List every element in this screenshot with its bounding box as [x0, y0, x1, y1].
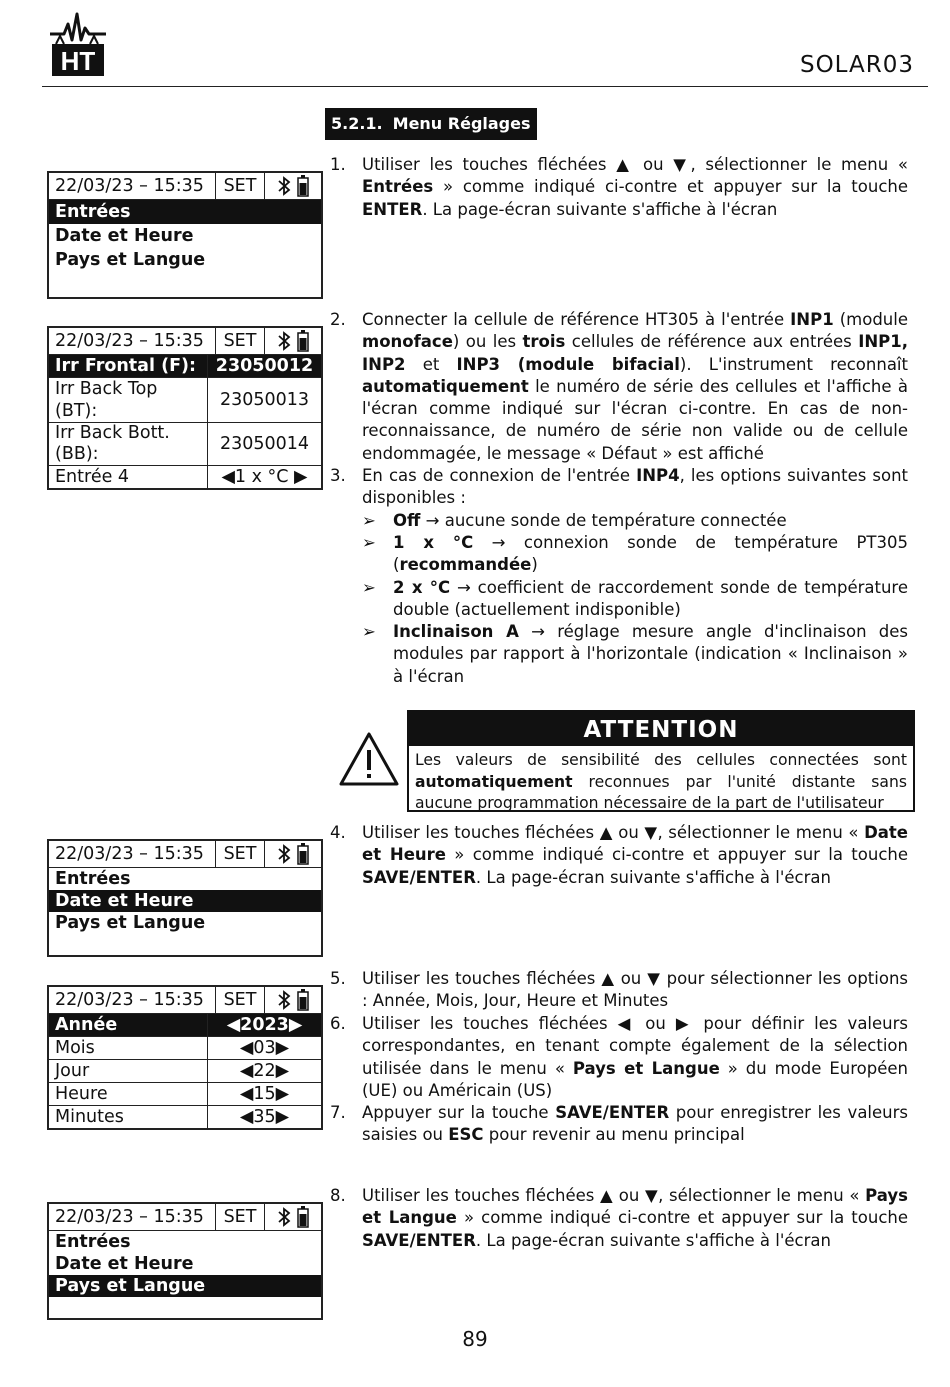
bluetooth-icon — [277, 1207, 291, 1227]
document-title: SOLAR03 — [799, 52, 914, 78]
page-number: 89 — [462, 1327, 488, 1351]
field-value: ◀03▶ — [208, 1037, 322, 1060]
table-row — [49, 1083, 321, 1106]
logo-text: HT — [60, 46, 96, 76]
instruction-step-8 — [330, 1185, 908, 1252]
lcd-menu-item: Entrées — [55, 869, 131, 889]
lcd-menu-item: Entrées — [55, 1232, 131, 1252]
step-number: 2. — [330, 310, 346, 329]
lcd-datetime: 22/03/23 – 15:35 — [49, 173, 216, 199]
bluetooth-icon — [277, 176, 291, 196]
table-row — [49, 378, 321, 423]
bullet-arrow-icon: ➢ — [362, 622, 376, 641]
input-value: 23050014 — [208, 423, 322, 466]
option-bullet: ➢ Off → aucune sonde de température connectée — [362, 510, 908, 532]
bluetooth-icon — [277, 844, 291, 864]
input-value: ◀1 x °C ▶ — [221, 467, 308, 487]
lcd-inputs-screen — [47, 326, 323, 490]
field-value: ◀22▶ — [208, 1060, 322, 1083]
field-value: ◀15▶ — [208, 1083, 322, 1106]
lcd-inputs-table — [49, 355, 321, 488]
step-text: Connecter la cellule de référence HT305 à l'entrée INP1 (module monoface) ou les trois cellules de référence aux entrées INP1, INP2 et INP3 (module bifacial). L'instrument reconnaît automatiquement le numéro de série des cellules et l'affiche à l'écran comme indiqué sur l'écran ci-contre. En cas de non-reconnaissance, de numéro de série non valide ou de cellule endommagée, le message « Défaut » est affiché — [362, 310, 908, 463]
step-text: Appuyer sur la touche SAVE/ENTER pour enregistrer les valeurs saisies ou ESC pour revenir au menu principal — [362, 1103, 909, 1145]
bullet-arrow-icon: ➢ — [362, 511, 376, 530]
lcd-header — [49, 987, 321, 1014]
header-divider — [42, 86, 928, 87]
section-number: 5.2.1. — [331, 114, 383, 133]
step-number: 7. — [330, 1103, 346, 1122]
table-row — [49, 423, 321, 466]
option-bullet: ➢ 1 x °C → connexion sonde de température PT305 (recommandée) — [362, 532, 908, 577]
input-value: 23050013 — [208, 378, 322, 423]
input-value: 23050012 — [208, 355, 322, 378]
lcd-header — [49, 841, 321, 868]
step-text: Utiliser les touches fléchées ▲ ou ▼, sélectionner le menu « Entrées » comme indiqué ci-contre et appuyer sur la touche ENTER. La page-écran suivante s'affiche à l'écran — [362, 155, 908, 219]
table-row — [49, 466, 321, 489]
lcd-header — [49, 328, 321, 355]
bluetooth-icon — [277, 331, 291, 351]
section-heading — [325, 108, 537, 140]
table-row — [49, 1037, 321, 1060]
step-text: Utiliser les touches fléchées ▲ ou ▼ pour sélectionner les options : Année, Mois, Jour, Heure et Minutes — [362, 969, 908, 1011]
battery-icon — [297, 1206, 309, 1228]
lcd-menu-date — [47, 839, 323, 957]
lcd-datetime-screen — [47, 985, 323, 1130]
bullet-arrow-icon: ➢ — [362, 578, 376, 597]
input-label: Irr Back Top (BT): — [49, 378, 208, 423]
lcd-menu-pays — [47, 1202, 323, 1320]
step-number: 8. — [330, 1186, 346, 1205]
attention-box — [407, 710, 915, 812]
battery-icon — [297, 330, 309, 352]
lcd-datetime: 22/03/23 – 15:35 — [49, 841, 216, 867]
lcd-datetime: 22/03/23 – 15:35 — [49, 328, 216, 354]
field-label: Minutes — [49, 1106, 208, 1129]
lcd-menu-item: Pays et Langue — [55, 250, 206, 270]
step-text: En cas de connexion de l'entrée INP4, les options suivantes sont disponibles : — [362, 466, 908, 508]
field-label: Jour — [49, 1060, 208, 1083]
lcd-header — [49, 1204, 321, 1231]
attention-title: ATTENTION — [409, 712, 913, 746]
instruction-step-7 — [330, 1102, 908, 1147]
instruction-step-5 — [330, 968, 908, 1013]
battery-icon — [297, 843, 309, 865]
option-bullet: ➢ Inclinaison A → réglage mesure angle d'inclinaison des modules par rapport à l'horizontale (indication « Inclinaison » à l'écran — [362, 621, 908, 688]
step-number: 1. — [330, 155, 346, 174]
section-title: Menu Réglages — [392, 114, 531, 133]
battery-icon — [297, 989, 309, 1011]
step-number: 5. — [330, 969, 346, 988]
table-row — [49, 355, 321, 378]
table-row — [49, 1106, 321, 1129]
step-number: 6. — [330, 1014, 346, 1033]
lcd-menu-item: Pays et Langue — [55, 913, 206, 933]
lcd-set-label: SET — [216, 328, 265, 354]
field-label: Année — [49, 1014, 208, 1037]
step-text: Utiliser les touches fléchées ▲ ou ▼, sélectionner le menu « Pays et Langue » comme indiqué ci-contre et appuyer sur la touche SAVE/ENTER. La page-écran suivante s'affiche à l'écran — [362, 1186, 908, 1250]
lcd-set-label: SET — [216, 1204, 265, 1230]
lcd-menu-item: Pays et Langue — [49, 1275, 321, 1297]
lcd-menu-entrees — [47, 171, 323, 299]
input-label: Entrée 4 — [49, 466, 208, 489]
instruction-step-3 — [330, 465, 908, 510]
ht-logo — [50, 10, 108, 78]
instruction-step-4 — [330, 822, 908, 889]
bullet-arrow-icon: ➢ — [362, 533, 376, 552]
lcd-menu-item: Date et Heure — [49, 890, 321, 912]
instruction-step-1 — [330, 154, 908, 221]
attention-text: Les valeurs de sensibilité des cellules connectées sont automatiquement reconnues par l'unité distante sans aucune programmation nécessaire de la part de l'utilisateur — [415, 751, 907, 812]
table-row — [49, 1014, 321, 1037]
lcd-menu-item: Entrées — [49, 200, 321, 224]
step-number: 3. — [330, 466, 346, 485]
input-label: Irr Frontal (F): — [49, 355, 208, 378]
lcd-datetime: 22/03/23 – 15:35 — [49, 987, 216, 1013]
step-text: Utiliser les touches fléchées ▲ ou ▼, sélectionner le menu « Date et Heure » comme indiqué ci-contre et appuyer sur la touche SAVE/ENTER. La page-écran suivante s'affiche à l'écran — [362, 823, 908, 887]
field-value: ◀35▶ — [239, 1107, 290, 1127]
field-value: ◀2023▶ — [208, 1014, 322, 1037]
option-bullet: ➢ 2 x °C → coefficient de raccordement sonde de température double (actuellement indisponible) — [362, 577, 908, 622]
field-label: Mois — [49, 1037, 208, 1060]
lcd-set-label: SET — [216, 841, 265, 867]
input-label: Irr Back Bott. (BB): — [49, 423, 208, 466]
lcd-set-label: SET — [216, 987, 265, 1013]
lcd-menu-item: Date et Heure — [55, 1254, 194, 1274]
instruction-step-2 — [330, 309, 908, 465]
instruction-step-6 — [330, 1013, 908, 1102]
table-row — [49, 1060, 321, 1083]
lcd-datetime-table — [49, 1014, 321, 1128]
lcd-datetime: 22/03/23 – 15:35 — [49, 1204, 216, 1230]
bluetooth-icon — [277, 990, 291, 1010]
lcd-menu-item: Date et Heure — [55, 226, 194, 246]
warning-triangle-icon — [338, 730, 400, 788]
lcd-header — [49, 173, 321, 200]
step-number: 4. — [330, 823, 346, 842]
battery-icon — [297, 175, 309, 197]
field-label: Heure — [49, 1083, 208, 1106]
lcd-set-label: SET — [216, 173, 265, 199]
step-text: Utiliser les touches fléchées ◀ ou ▶ pour définir les valeurs correspondantes, en tenant compte également de la sélection utilisée dans le menu « Pays et Langue » du mode Européen (UE) ou Américain (US) — [362, 1014, 908, 1100]
